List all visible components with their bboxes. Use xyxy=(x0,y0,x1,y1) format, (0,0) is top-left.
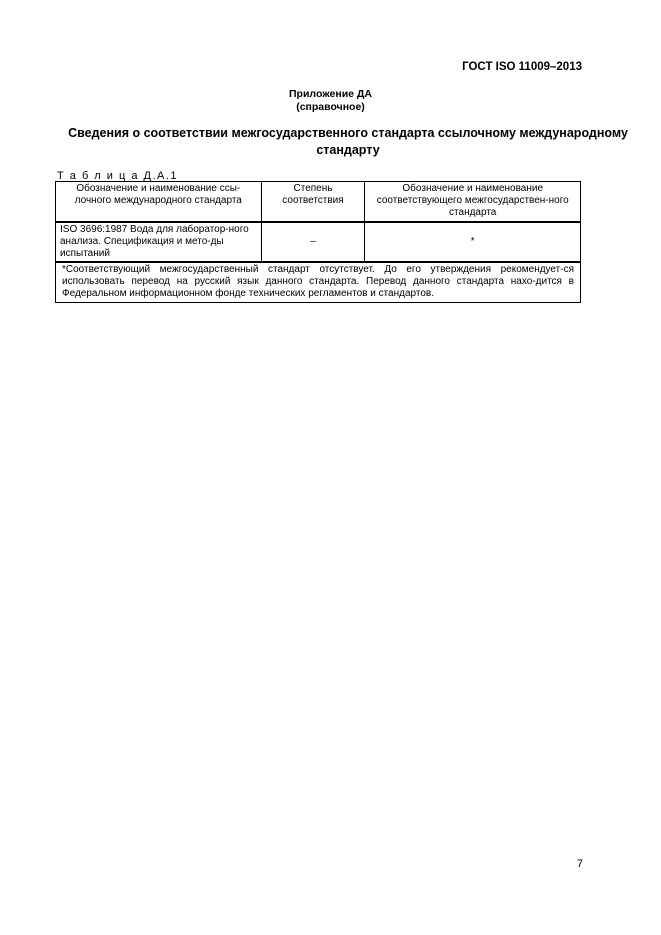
cell-intl-standard: ISO 3696:1987 Вода для лаборатор-ного анализа. Спецификация и мето-ды испытаний xyxy=(56,222,262,262)
correspondence-table xyxy=(55,181,581,303)
table-row xyxy=(56,222,581,262)
table-label: Т а б л и ц а Д.А.1 xyxy=(57,170,179,182)
document-code: ГОСТ ISO 11009–2013 xyxy=(462,61,582,73)
column-header-interstate-standard: Обозначение и наименование соответствующего межгосударствен-ного стандарта xyxy=(365,182,581,223)
cell-degree: – xyxy=(261,222,365,262)
page-number: 7 xyxy=(576,858,583,870)
cell-interstate-standard: * xyxy=(365,222,581,262)
appendix-title: Приложение ДА xyxy=(289,88,372,100)
appendix-kind: (справочное) xyxy=(296,101,365,113)
column-header-intl-standard: Обозначение и наименование ссы-лочного международного стандарта xyxy=(56,182,262,223)
column-header-degree: Степень соответствия xyxy=(261,182,365,223)
table-footnote-row xyxy=(56,262,581,303)
table-footnote: *Соответствующий межгосударственный стандарт отсутствует. До его утверждения рекомендует-ся использовать перевод на русский язык данного стандарта. Перевод данного стандарта нахо-дится в Федеральном информационном фонде технических регламентов и стандартов. xyxy=(56,262,581,303)
table-header-row xyxy=(56,182,581,223)
section-heading: Сведения о соответствии межгосударственного стандарта ссылочному международному стандарту xyxy=(68,126,628,157)
